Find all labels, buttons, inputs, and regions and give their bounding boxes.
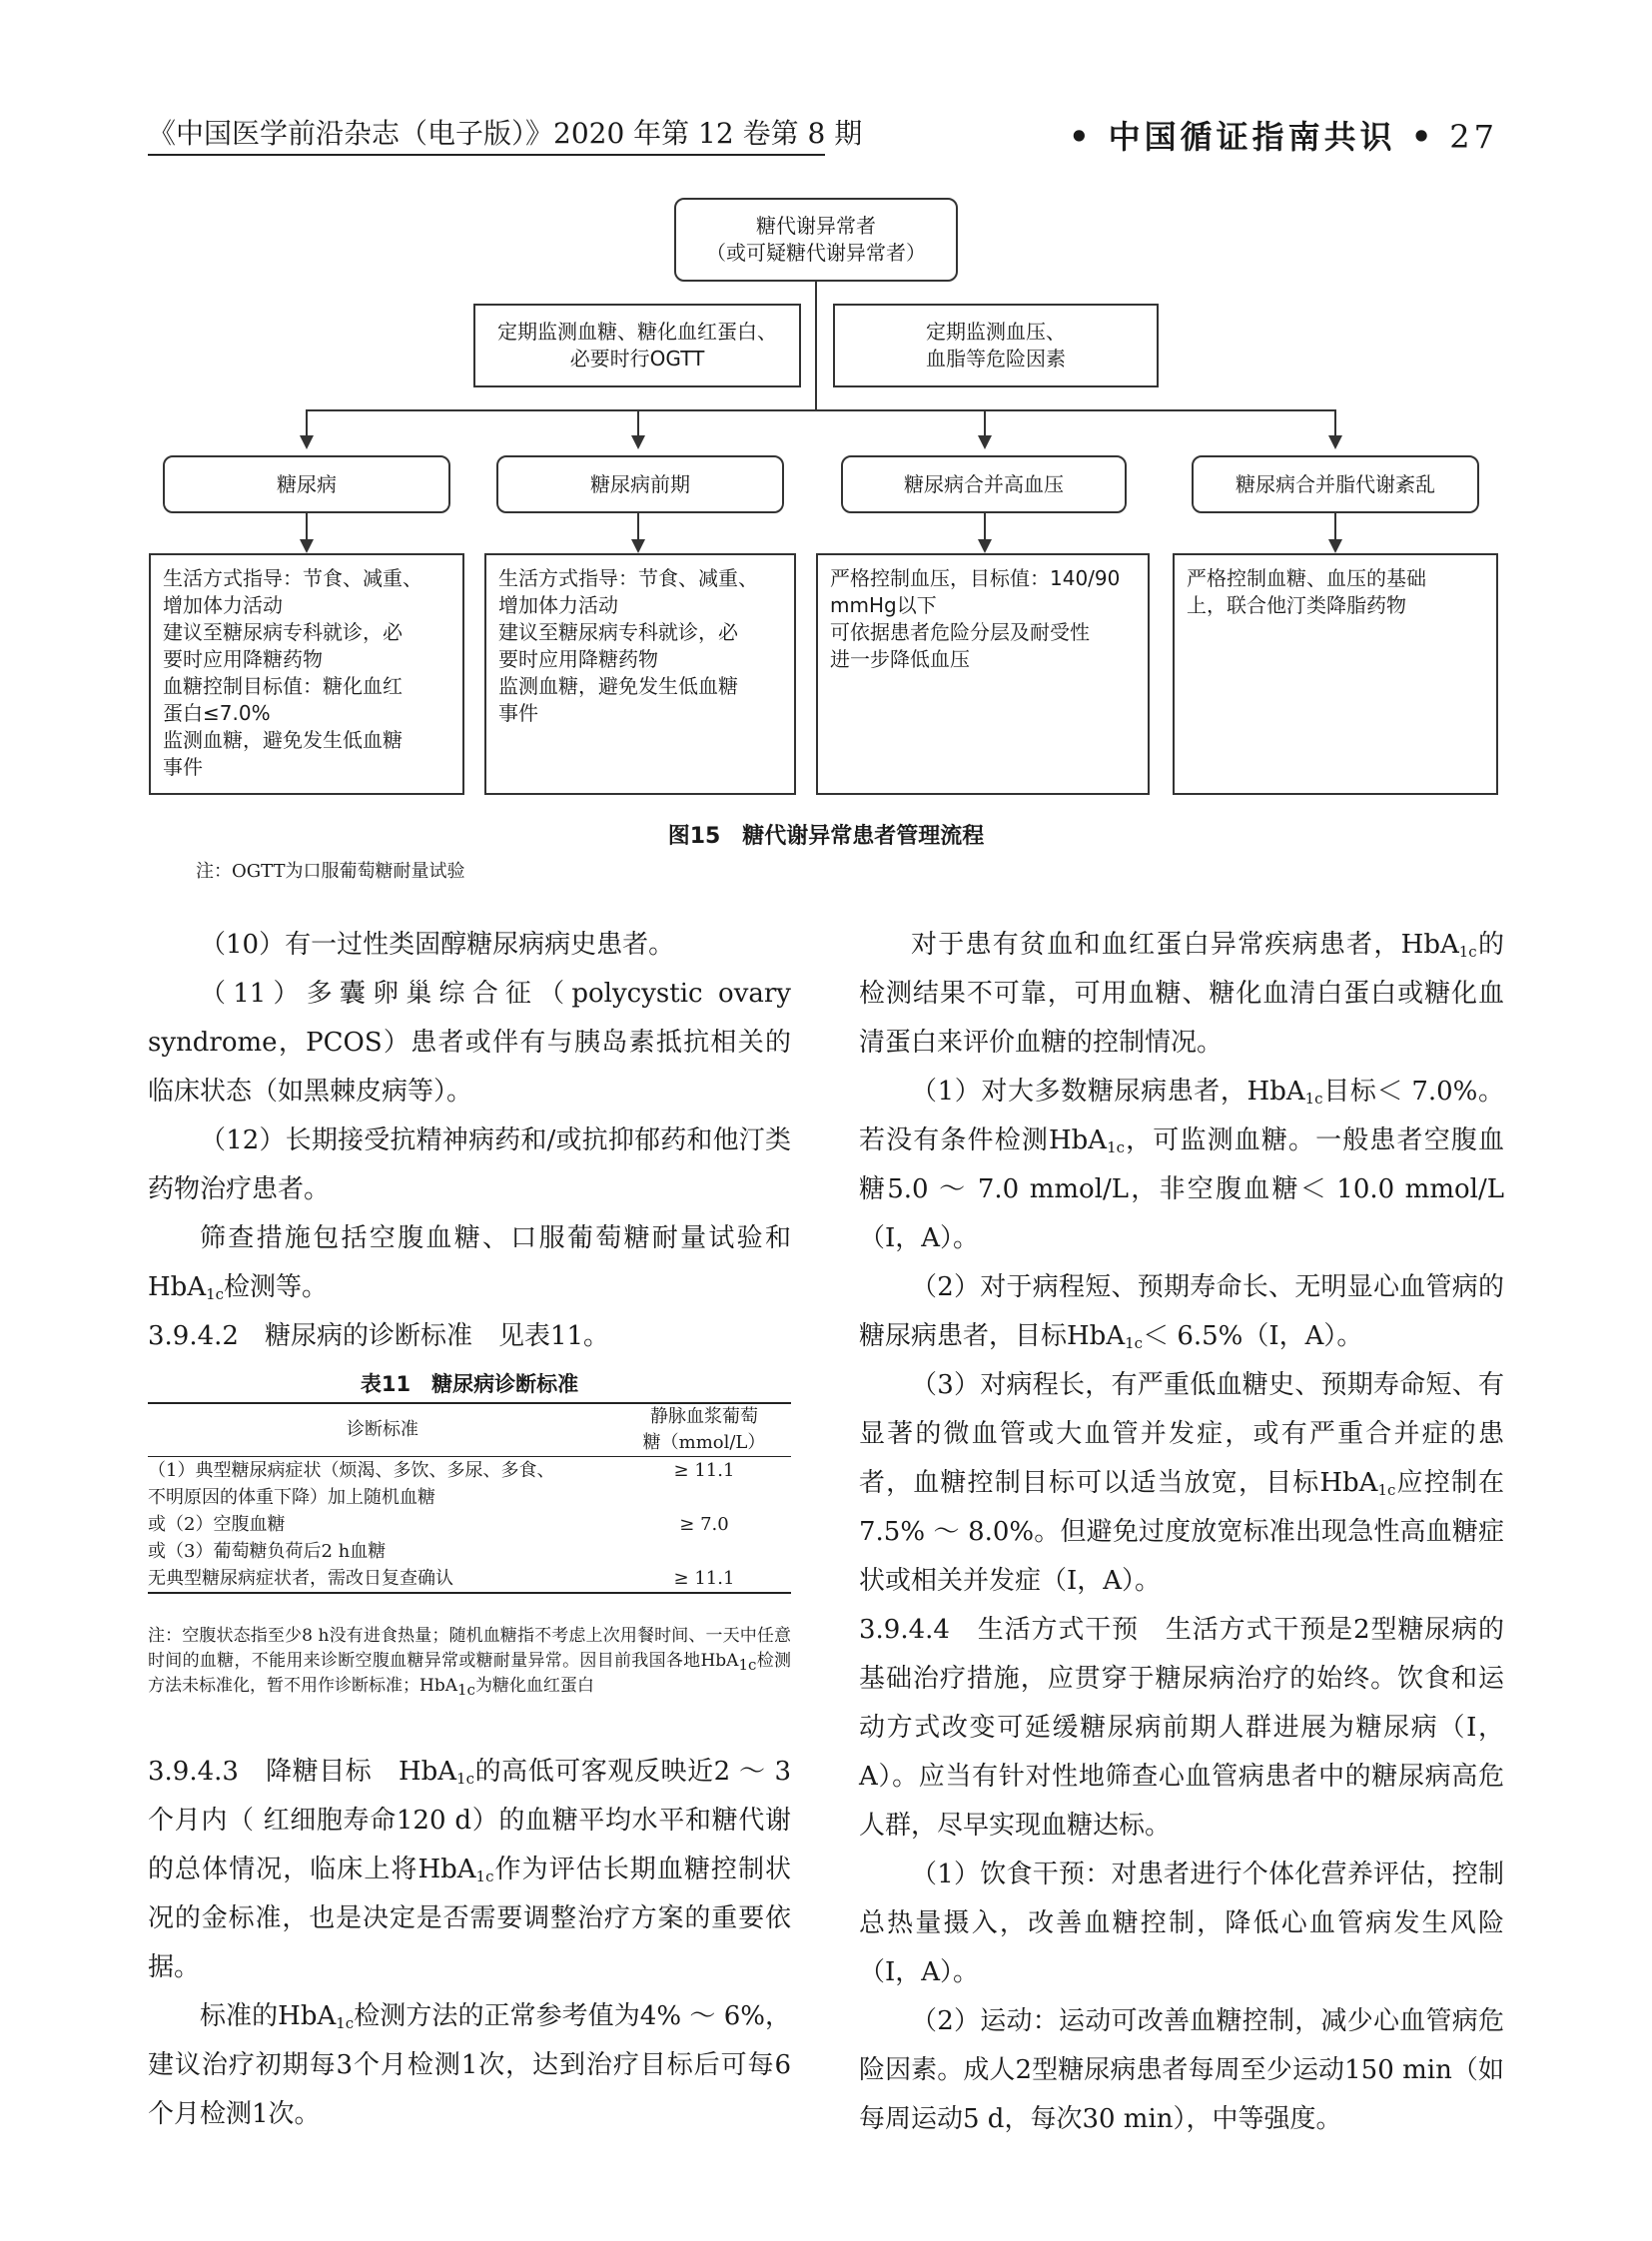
flow-detail-text: 生活方式指导：节食、减重、 增加体力活动 建议至糖尿病专科就诊，必 要时应用降糖药物 监测血糖，避免发生低血糖 事件 (498, 566, 758, 725)
flow-branch-line (306, 409, 1336, 411)
table-header-row (148, 1404, 791, 1456)
table-header-cell: 诊断标准 (347, 1419, 418, 1440)
journal-title: 《中国医学前沿杂志（电子版）》2020 年第 12 卷第 8 期 (148, 117, 863, 150)
header-rule (148, 154, 825, 156)
paragraph: （2）运动：运动可改善血糖控制，减少心血管病危险因素。成人2型糖尿病患者每周至少运动150 min（如每周运动5 d，每次30 min），中等强度。 (859, 2006, 1504, 2134)
flow-connector (306, 409, 308, 435)
arrow-icon (1328, 435, 1342, 449)
table-note: 注：空腹状态指至少8 h没有进食热量；随机血糖指不考虑上次用餐时间、一天中任意时间的血糖，不能用来诊断空腹血糖异常或糖耐量异常。因目前我国各地HbA$_{1c}$检测方法未标准化，暂不用作诊断标准；HbA$_{1c}$为糖化血红蛋白 (148, 1626, 791, 1699)
flow-category-prediabetes: 糖尿病前期 (496, 455, 784, 513)
figure-caption: 图15 糖代谢异常患者管理流程 (667, 824, 985, 849)
arrow-icon (978, 539, 992, 553)
paragraph: 筛查措施包括空腹血糖、口服葡萄糖耐量试验和HbA$_{1c}$检测等。 (148, 1223, 791, 1303)
table-row: 不明原因的体重下降）加上随机血糖 (148, 1487, 435, 1508)
paragraph: （3）对病程长，有严重低血糖史、预期寿命短、有显著的微血管或大血管并发症，或有严重合并症的患者，血糖控制目标可以适当放宽，目标HbA$_{1c}$应控制在7.5% ～ 8.0%。但避免过度放宽标准出现急性高血糖症状或相关并发症（Ⅰ，A）。 (859, 1370, 1504, 1596)
flow-connector (637, 409, 639, 435)
page-number: 27 (1449, 118, 1498, 156)
section-label: • 中国循证指南共识 • (1069, 118, 1436, 156)
flow-monitor-bp: 定期监测血压、 血脂等危险因素 (833, 304, 1159, 387)
table-row: （1）典型糖尿病症状（烦渴、多饮、多尿、多食、 ≥ 11.1 (148, 1460, 735, 1481)
paragraph: （10）有一过性类固醇糖尿病病史患者。 (200, 930, 675, 960)
flow-connector (637, 513, 639, 539)
paragraph: （1）对大多数糖尿病患者，HbA$_{1c}$目标＜ 7.0%。若没有条件检测HbA$_{1c}$，可监测血糖。一般患者空腹血糖5.0 ～ 7.0 mmol/L，非空腹血糖＜ 10.0 mmol/L（Ⅰ，A）。 (859, 1077, 1504, 1253)
paragraph: （11）多囊卵巢综合征（polycystic ovary syndrome，PCOS）患者或伴有与胰岛素抵抗相关的临床状态（如黑棘皮病等）。 (148, 979, 791, 1107)
flow-connector (984, 513, 986, 539)
figure-note: 注：OGTT为口服葡萄糖耐量试验 (196, 861, 465, 882)
flow-category-diabetes: 糖尿病 (163, 455, 450, 513)
flow-monitor-glucose: 定期监测血糖、糖化血红蛋白、 必要时行OGTT (473, 304, 801, 387)
flow-connector (984, 409, 986, 435)
arrow-icon (1328, 539, 1342, 553)
flow-detail-text: 生活方式指导：节食、减重、 增加体力活动 建议至糖尿病专科就诊，必 要时应用降糖药物 血糖控制目标值：糖化血红 蛋白≤7.0% 监测血糖，避免发生低血糖 事件 (163, 566, 422, 779)
flow-connector (1334, 513, 1336, 539)
flow-connector (815, 282, 817, 409)
section-heading: 3.9.4.2 糖尿病的诊断标准 见表11。 (148, 1321, 610, 1351)
paragraph: 标准的HbA$_{1c}$检测方法的正常参考值为4% ～ 6%，建议治疗初期每3个月检测1次，达到治疗目标后可每6个月检测1次。 (148, 2001, 791, 2129)
section-header (1069, 112, 1498, 158)
table-title: 表11 糖尿病诊断标准 (360, 1372, 579, 1396)
paragraph: 3.9.4.4 生活方式干预 生活方式干预是2型糖尿病的基础治疗措施，应贯穿于糖尿病治疗的始终。饮食和运动方式改变可延缓糖尿病前期人群进展为糖尿病（Ⅰ，A）。应当有针对性地筛查心血管病患者中的糖尿病高危人群，尽早实现血糖达标。 (859, 1615, 1504, 1841)
flow-category-hypertension: 糖尿病合并高血压 (841, 455, 1127, 513)
arrow-icon (631, 539, 645, 553)
paragraph: （12）长期接受抗精神病药和/或抗抑郁药和他汀类药物治疗患者。 (148, 1125, 791, 1204)
arrow-icon (300, 435, 314, 449)
flow-connector (306, 513, 308, 539)
left-column (148, 921, 791, 1361)
table-rule (148, 1592, 791, 1594)
right-column (859, 921, 1504, 2144)
flow-category-dyslipidemia: 糖尿病合并脂代谢紊乱 (1192, 455, 1479, 513)
paragraph: （1）饮食干预：对患者进行个体化营养评估，控制总热量摄入，改善血糖控制，降低心血管病发生风险（Ⅰ，A）。 (859, 1860, 1504, 1987)
flow-detail-hypertension (816, 553, 1150, 795)
arrow-icon (631, 435, 645, 449)
table-row: 或（3）葡萄糖负荷后2 h血糖 (148, 1541, 387, 1562)
flow-top-node: 糖代谢异常者 （或可疑糖代谢异常者） (674, 198, 958, 282)
paragraph: （2）对于病程短、预期寿命长、无明显心血管病的糖尿病患者，目标HbA$_{1c}$＜ 6.5%（Ⅰ，A）。 (859, 1272, 1504, 1352)
table-header-cell: 静脉血浆葡萄 糖（mmol/L） (642, 1406, 766, 1453)
flow-connector (1334, 409, 1336, 435)
table-row: 无典型糖尿病症状者，需改日复查确认 ≥ 11.1 (148, 1568, 735, 1589)
paragraph: 对于患有贫血和血红蛋白异常疾病患者，HbA$_{1c}$的检测结果不可靠，可用血糖、糖化血清白蛋白或糖化血清蛋白来评价血糖的控制情况。 (859, 930, 1504, 1058)
flow-detail-prediabetes (484, 553, 796, 795)
flow-detail-dyslipidemia (1173, 553, 1498, 795)
table-row: 或（2）空腹血糖 ≥ 7.0 (148, 1514, 729, 1535)
paragraph: 3.9.4.3 降糖目标 HbA$_{1c}$的高低可客观反映近2 ～ 3个月内（ 红细胞寿命120 d）的血糖平均水平和糖代谢的总体情况，临床上将HbA$_{1c}$作为评估长期血糖控制状况的金标准，也是决定是否需要调整治疗方案的重要依据。 (148, 1757, 791, 1982)
left-column-lower (148, 1748, 791, 2139)
flow-detail-text: 严格控制血糖、血压的基础 上，联合他汀类降脂药物 (1187, 566, 1426, 617)
arrow-icon (300, 539, 314, 553)
flow-detail-text: 严格控制血压，目标值：140/90 mmHg以下 可依据患者危险分层及耐受性 进一步降低血压 (830, 566, 1121, 671)
flow-detail-diabetes (149, 553, 464, 795)
arrow-icon (978, 435, 992, 449)
diagnosis-table (148, 1402, 791, 1594)
